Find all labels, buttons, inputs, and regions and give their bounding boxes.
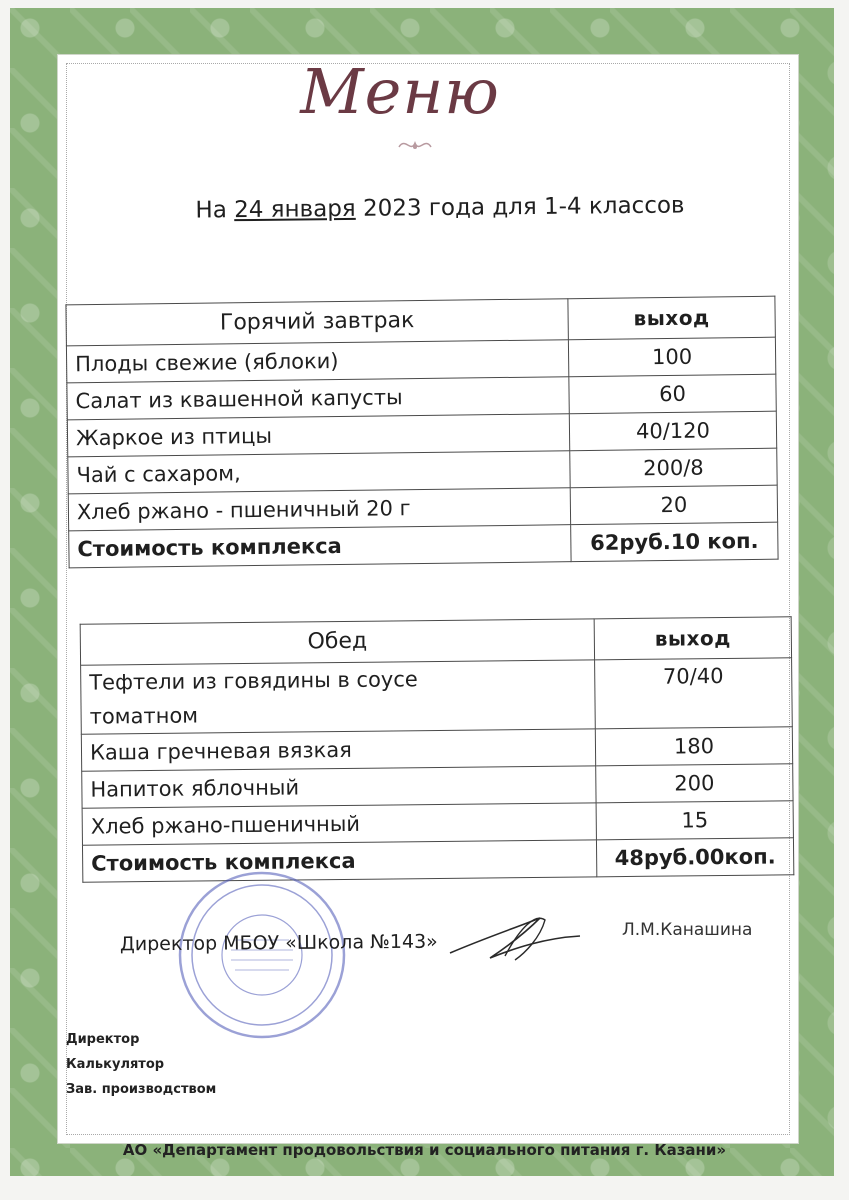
dish-output: 70/40	[595, 658, 793, 729]
staff-role: Зав. производством	[66, 1082, 217, 1097]
dish-name: Салат из квашенной капусты	[67, 377, 569, 420]
dish-output: 20	[570, 485, 777, 525]
dish-name: Жаркое из птицы	[67, 414, 569, 457]
dish-name: Напиток яблочный	[82, 766, 596, 808]
dish-output: 60	[569, 374, 776, 414]
table-row	[81, 658, 793, 734]
date-suffix: 2023 года для 1-4 классов	[362, 192, 685, 222]
dish-name: Хлеб ржано - пшеничный 20 г	[68, 488, 570, 531]
dish-name: Плоды свежие (яблоки)	[66, 340, 568, 383]
lunch-heading: Обед	[80, 619, 594, 665]
page-title: Меню	[300, 55, 500, 128]
dish-name: Чай с сахаром,	[68, 451, 570, 494]
dish-output: 200/8	[570, 448, 777, 488]
footer-organization: АО «Департамент продовольствия и социального питания г. Казани»	[122, 1141, 727, 1159]
date-prefix: На	[195, 197, 227, 224]
dish-output: 100	[568, 337, 775, 377]
patterned-background	[10, 8, 834, 1176]
dish-name: Каша гречневая вязкая	[81, 729, 595, 771]
director-name: Л.М.Канашина	[622, 920, 753, 940]
handwritten-signature	[445, 908, 585, 968]
breakfast-table	[65, 296, 778, 569]
dish-output: 40/120	[569, 411, 776, 451]
flourish-ornament	[395, 135, 435, 155]
dish-output: 200	[596, 764, 793, 803]
dish-output: 180	[595, 727, 792, 766]
staff-role: Директор	[66, 1032, 140, 1047]
lunch-table	[80, 616, 795, 882]
breakfast-heading: Горячий завтрак	[66, 299, 568, 346]
dish-output: 15	[596, 801, 793, 840]
total-value: 48руб.00коп.	[596, 838, 793, 877]
total-label: Стоимость комплекса	[69, 525, 571, 568]
total-value: 62руб.10 коп.	[571, 522, 778, 562]
date-value: 24 января	[234, 195, 356, 224]
total-label: Стоимость комплекса	[82, 840, 596, 882]
output-heading: выход	[594, 617, 791, 660]
dish-name: Тефтели из говядины в соусе томатном	[81, 660, 596, 734]
output-heading: выход	[568, 296, 775, 340]
dish-name: Хлеб ржано-пшеничный	[82, 803, 596, 845]
director-signature-line: Директор МБОУ «Школа №143»	[119, 930, 438, 956]
school-seal-stamp	[175, 868, 350, 1043]
staff-role: Калькулятор	[66, 1057, 165, 1072]
